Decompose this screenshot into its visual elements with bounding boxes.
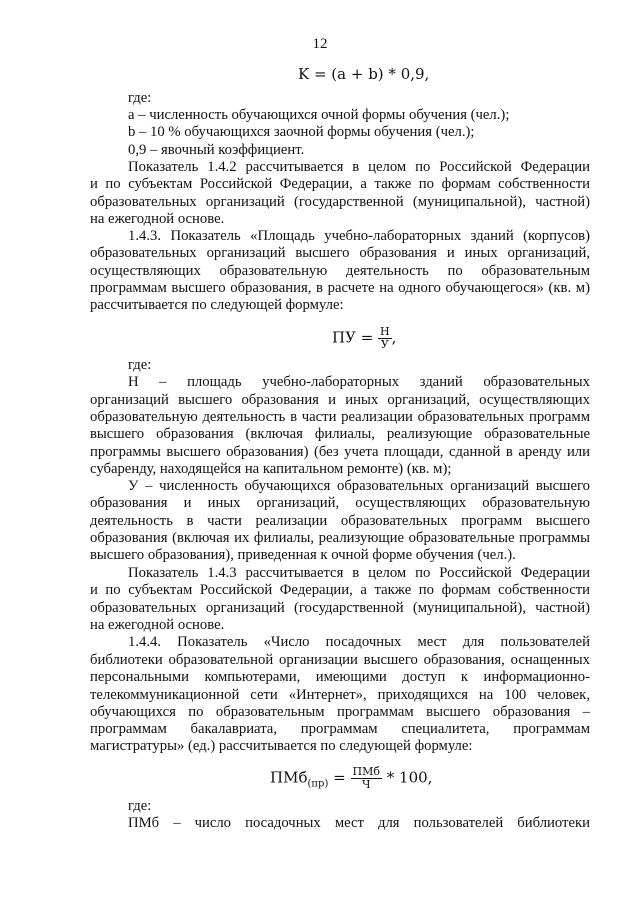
definition-u-line: деятельность в части реализации образовательных программ высшего [90, 513, 590, 529]
definition-u-line: образования и иных организаций, осуществляющих образовательную [90, 495, 590, 511]
formula-pmb-subscript: (пр) [307, 778, 329, 790]
definition-h-line: организаций высшего образования и иных организаций, осуществляющих [90, 392, 590, 408]
definition-h-line: программы высшего образования) (без учета площади, сданной в аренду или [90, 444, 590, 460]
indicator-144-line: 1.4.4. Показатель «Число посадочных мест для пользователей [128, 634, 590, 650]
indicator-144-line: персональными компьютерами, имеющими доступ к информационно- [90, 669, 590, 685]
indicator-144-line: библиотеки образовательной организации высшего образования, оснащенных [90, 652, 590, 668]
paragraph-142-line: и по субъектам Российской Федерации, а также по формам собственности [90, 176, 590, 192]
fraction-numerator: Н [380, 325, 390, 338]
indicator-144-line: обучающихся по образовательным программам высшего образования – [90, 704, 590, 720]
indicator-144-line: магистратуры» (ед.) рассчитывается по следующей формуле: [90, 738, 473, 754]
where-label-2: где: [128, 357, 152, 373]
paragraph-142-line: образовательных организаций (государственной (муниципальной), частной) [90, 194, 590, 210]
indicator-144-line: программам бакалавриата, программам специалитета, программам [90, 721, 590, 737]
formula-pmb-equals: = [333, 768, 346, 787]
page-number: 12 [312, 36, 328, 52]
definition-h-line: субаренду, находящейся на капитальном ремонте) (кв. м); [90, 461, 452, 477]
paragraph-142-line: на ежегодной основе. [90, 211, 225, 227]
formula-pmb-fraction [351, 766, 382, 791]
indicator-144-line: телекоммуникационной сети «Интернет», приходящихся на 100 человек, [90, 687, 590, 703]
formula-pu-fraction [378, 326, 392, 351]
definition-u-line: У – численность обучающихся образовательных организаций высшего [128, 478, 590, 494]
definition-h-line: образовательную деятельность в части реализации образовательных программ [90, 409, 590, 425]
fraction-numerator: ПМб [352, 765, 380, 778]
definition-a: a – численность обучающихся очной формы обучения (чел.); [128, 107, 510, 123]
definition-u-line: образования (включая их филиалы, реализующие образовательные программы [90, 530, 590, 546]
formula-pmb [270, 766, 432, 793]
formula-pu-lhs: ПУ = [332, 328, 374, 347]
paragraph-143-line: на ежегодной основе. [90, 617, 225, 633]
formula-pmb-tail: * 100, [386, 768, 433, 787]
formula-pu [332, 326, 396, 351]
formula-pu-tail: , [391, 328, 397, 347]
definition-pmb: ПМб – число посадочных мест для пользователей библиотеки [128, 815, 590, 831]
where-label-1: где: [128, 90, 152, 106]
where-label-3: где: [128, 798, 152, 814]
paragraph-143-line: Показатель 1.4.3 рассчитывается в целом по Российской Федерации [128, 565, 590, 581]
indicator-143-line: программам высшего образования, в расчете на одного обучающегося» (кв. м) [90, 280, 590, 296]
definition-h-line: высшего образования (включая филиалы, реализующие образовательные [90, 426, 590, 442]
definition-u-line: высшего образования), приведенная к очной форме обучения (чел.). [90, 547, 516, 563]
definition-coefficient: 0,9 – явочный коэффициент. [128, 142, 305, 158]
fraction-denominator: У [380, 338, 389, 351]
formula-k: K = (a + b) * 0,9, [298, 65, 430, 83]
indicator-143-line: рассчитывается по следующей формуле: [90, 297, 344, 313]
fraction-denominator: Ч [361, 778, 371, 791]
indicator-143-line: осуществляющих образовательную деятельность по образовательным [90, 263, 590, 279]
definition-b: b – 10 % обучающихся заочной формы обучения (чел.); [128, 124, 475, 140]
indicator-143-line: образовательных организаций высшего образования и иных организаций, [90, 245, 590, 261]
paragraph-142-line: Показатель 1.4.2 рассчитывается в целом по Российской Федерации [128, 159, 590, 175]
definition-h-line: Н – площадь учебно-лабораторных зданий образовательных [128, 374, 590, 390]
paragraph-143-line: образовательных организаций (государственной (муниципальной), частной) [90, 600, 590, 616]
indicator-143-line: 1.4.3. Показатель «Площадь учебно-лабораторных зданий (корпусов) [128, 228, 590, 244]
paragraph-143-line: и по субъектам Российской Федерации, а также по формам собственности [90, 582, 590, 598]
formula-pmb-lhs: ПМб [270, 768, 308, 787]
